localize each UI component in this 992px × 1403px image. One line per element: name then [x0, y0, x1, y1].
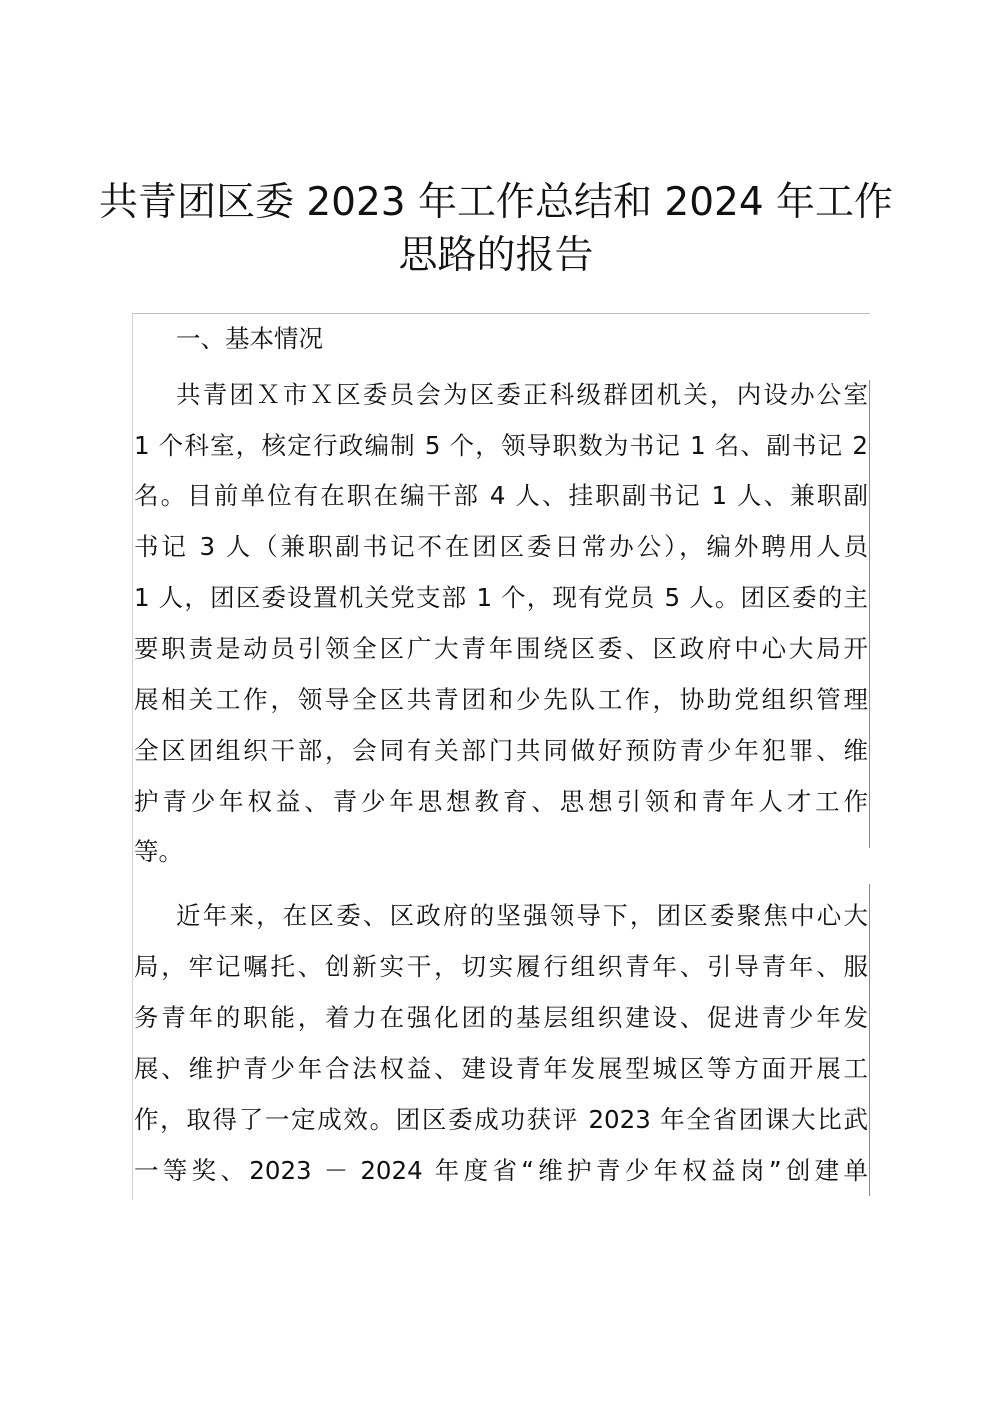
text-area-left-border	[132, 313, 133, 1200]
paragraph-1-line-6: 要职责是动员引领全区广大青年围绕区委、区政府中心大局开	[134, 634, 868, 663]
paragraph-2-line-4: 展、维护青少年合法权益、建设青年发展型城区等方面开展工	[134, 1054, 868, 1083]
paragraph-1-line-5: 1 人，团区委设置机关党支部 1 个，现有党员 5 人。团区委的主	[134, 583, 868, 612]
paragraph-1-line-4: 书记 3 人（兼职副书记不在团区委日常办公），编外聘用人员	[134, 532, 868, 561]
document-title-line-1: 共青团区委 2023 年工作总结和 2024 年工作	[98, 180, 894, 225]
paragraph-1-line-1: 共青团Ｘ市Ｘ区委员会为区委正科级群团机关，内设办公室	[176, 380, 868, 409]
paragraph-1-line-8: 全区团组织干部，会同有关部门共同做好预防青少年犯罪、维	[134, 736, 868, 765]
paragraph-2-line-5: 作，取得了一定成效。团区委成功获评 2023 年全省团课大比武	[134, 1105, 868, 1134]
paragraph-2-line-1: 近年来，在区委、区政府的坚强领导下，团区委聚焦中心大	[176, 901, 868, 930]
right-margin-marker-para2	[869, 884, 870, 1196]
document-title-line-2: 思路的报告	[398, 233, 594, 278]
text-area-top-border	[133, 313, 870, 314]
paragraph-2-line-6: 一等奖、2023 － 2024 年度省“维护青少年权益岗”创建单	[134, 1156, 868, 1185]
paragraph-1-line-10: 等。	[134, 837, 183, 866]
paragraph-1-line-9: 护青少年权益、青少年思想教育、思想引领和青年人才工作	[134, 787, 868, 816]
paragraph-1-line-7: 展相关工作，领导全区共青团和少先队工作，协助党组织管理	[134, 685, 868, 714]
paragraph-1-line-2: 1 个科室，核定行政编制 5 个，领导职数为书记 1 名、副书记 2	[134, 431, 868, 460]
right-margin-marker-para1	[869, 380, 870, 848]
paragraph-2-line-2: 局，牢记嘱托、创新实干，切实履行组织青年、引导青年、服	[134, 952, 868, 981]
section-heading: 一、基本情况	[176, 324, 323, 353]
paragraph-2-line-3: 务青年的职能，着力在强化团的基层组织建设、促进青少年发	[134, 1003, 868, 1032]
paragraph-1-line-3: 名。目前单位有在职在编干部 4 人、挂职副书记 1 人、兼职副	[134, 481, 868, 510]
